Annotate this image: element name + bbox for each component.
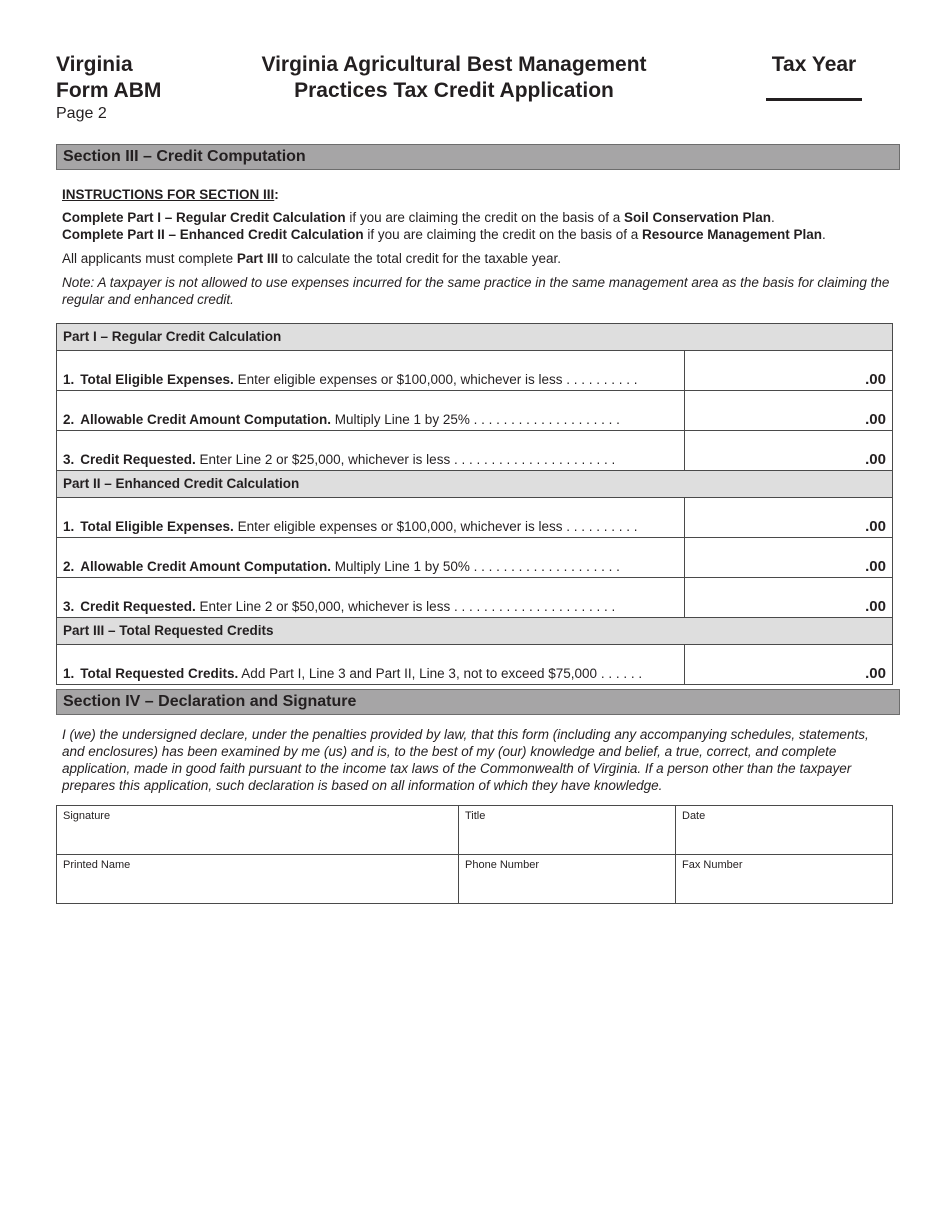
line-label: Allowable Credit Amount Computation. (80, 559, 332, 574)
instruction-part2 (62, 226, 892, 243)
title-label: Title (465, 810, 486, 822)
line-label: Total Eligible Expenses. (80, 372, 234, 387)
amount-divider (684, 538, 685, 577)
part2-line2-amount[interactable]: .00 (865, 558, 886, 575)
fax-number-label: Fax Number (682, 859, 743, 871)
line-number: 2. (63, 559, 75, 574)
date-label: Date (682, 810, 706, 822)
instruction-part2-bold: Complete Part II – Enhanced Credit Calculation (62, 227, 364, 242)
line-text: Enter eligible expenses or $100,000, whichever is less (233, 519, 563, 534)
part2-line1-amount[interactable]: .00 (865, 518, 886, 535)
section-3-header: Section III – Credit Computation (56, 144, 900, 170)
instruction-part1 (62, 209, 892, 226)
part1-line2-amount[interactable]: .00 (865, 411, 886, 428)
amount-divider (684, 391, 685, 430)
instruction-part1-bold: Complete Part I – Regular Credit Calculation (62, 210, 346, 225)
instruction-part3-text2: to calculate the total credit for the taxable year. (278, 251, 562, 266)
form-page (56, 0, 894, 871)
line-number: 3. (63, 452, 75, 467)
line-number: 2. (63, 412, 75, 427)
part1-line3 (57, 431, 892, 471)
instruction-part1-end: . (771, 210, 775, 225)
line-description (63, 412, 681, 427)
form-name: Form ABM (56, 79, 162, 102)
part2-line3-amount[interactable]: .00 (865, 598, 886, 615)
part2-header: Part II – Enhanced Credit Calculation (57, 471, 892, 498)
line-number: 1. (63, 372, 75, 387)
phone-number-field[interactable] (459, 855, 676, 904)
amount-divider (684, 498, 685, 537)
line-description (63, 519, 681, 534)
form-title (216, 52, 692, 104)
leader-dots: . . . . . . . . . . . . . . . . . . . . (469, 412, 620, 427)
instruction-note: Note: A taxpayer is not allowed to use expenses incurred for the same practice in the same management area as the basis for claiming the regular and enhanced credit. (62, 275, 890, 307)
instruction-part2-end: . (822, 227, 826, 242)
part1-line2 (57, 391, 892, 431)
state-name: Virginia (56, 53, 133, 76)
line-text: Add Part I, Line 3 and Part II, Line 3, not to exceed $75,000 (238, 666, 598, 681)
line-label: Total Eligible Expenses. (80, 519, 234, 534)
instruction-part1-text: if you are claiming the credit on the basis of a (345, 210, 624, 225)
instruction-part3-text1: All applicants must complete (62, 251, 237, 266)
line-description (63, 666, 681, 681)
instructions-heading-colon: : (274, 187, 279, 202)
part1-line3-amount[interactable]: .00 (865, 451, 886, 468)
signature-field[interactable] (57, 806, 459, 855)
part1-line1-amount[interactable]: .00 (865, 371, 886, 388)
part3-line1-amount[interactable]: .00 (865, 665, 886, 682)
instructions-heading-text: INSTRUCTIONS FOR SECTION III (62, 187, 275, 202)
line-label: Credit Requested. (80, 599, 196, 614)
line-label: Credit Requested. (80, 452, 196, 467)
form-id-block (56, 52, 161, 124)
title-field[interactable] (459, 806, 676, 855)
line-text: Enter Line 2 or $50,000, whichever is less (195, 599, 451, 614)
part2-line1 (57, 498, 892, 538)
instruction-part2-text: if you are claiming the credit on the basis of a (363, 227, 642, 242)
tax-year-label: Tax Year (771, 53, 857, 76)
printed-name-field[interactable] (57, 855, 459, 904)
credit-computation-table (56, 323, 893, 685)
date-field[interactable] (676, 806, 893, 855)
phone-number-label: Phone Number (465, 859, 539, 871)
part3-header: Part III – Total Requested Credits (57, 618, 892, 645)
declaration-text: I (we) the undersigned declare, under the penalties provided by law, that this form (including any accompanying schedules, statements, and enclosures) has been examined by me (us) and is, to the best of my (our) knowledge and belief, a true, correct, and complete application, made in good faith pursuant to the income tax laws of the Commonwealth of Virginia. If a person other than the taxpayer prepares this application, such declaration is based on all information of which they have knowledge. (62, 727, 869, 793)
leader-dots: . . . . . . . . . . . . . . . . . . . . . . (450, 599, 616, 614)
amount-divider (684, 431, 685, 470)
leader-dots: . . . . . . . . . . (562, 372, 638, 387)
line-description (63, 559, 681, 574)
line-text: Multiply Line 1 by 50% (331, 559, 470, 574)
form-title-line2: Practices Tax Credit Application (294, 79, 614, 102)
line-label: Allowable Credit Amount Computation. (80, 412, 332, 427)
line-text: Enter eligible expenses or $100,000, whichever is less (233, 372, 563, 387)
amount-divider (684, 645, 685, 684)
instruction-part3 (62, 250, 892, 267)
line-description (63, 452, 681, 467)
leader-dots: . . . . . . . . . . . . . . . . . . . . . . (450, 452, 616, 467)
line-number: 1. (63, 666, 75, 681)
instructions-heading (62, 186, 892, 203)
instruction-part2-plan: Resource Management Plan (641, 227, 823, 242)
leader-dots: . . . . . . . . . . . . . . . . . . . . (469, 559, 620, 574)
amount-divider (684, 351, 685, 390)
signature-table (56, 805, 893, 904)
part2-line2 (57, 538, 892, 578)
leader-dots: . . . . . . . . . . (562, 519, 638, 534)
form-header (56, 0, 894, 140)
tax-year-block (766, 52, 862, 101)
leader-dots: . . . . . . (597, 666, 643, 681)
line-label: Total Requested Credits. (80, 666, 239, 681)
tax-year-field[interactable] (766, 98, 862, 101)
amount-divider (684, 578, 685, 617)
line-text: Enter Line 2 or $25,000, whichever is less (195, 452, 451, 467)
line-number: 1. (63, 519, 75, 534)
part3-line1 (57, 645, 892, 684)
part2-line3 (57, 578, 892, 618)
line-text: Multiply Line 1 by 25% (331, 412, 470, 427)
part1-header: Part I – Regular Credit Calculation (57, 324, 892, 351)
part1-line1 (57, 351, 892, 391)
fax-number-field[interactable] (676, 855, 893, 904)
page-number: Page 2 (56, 105, 107, 122)
line-description (63, 372, 681, 387)
instruction-part1-plan: Soil Conservation Plan (623, 210, 771, 225)
printed-name-label: Printed Name (63, 859, 131, 871)
instruction-part3-bold: Part III (236, 251, 279, 266)
line-number: 3. (63, 599, 75, 614)
form-title-line1: Virginia Agricultural Best Management (261, 53, 647, 76)
signature-label: Signature (63, 810, 111, 822)
section-4-header: Section IV – Declaration and Signature (56, 689, 900, 715)
line-description (63, 599, 681, 614)
